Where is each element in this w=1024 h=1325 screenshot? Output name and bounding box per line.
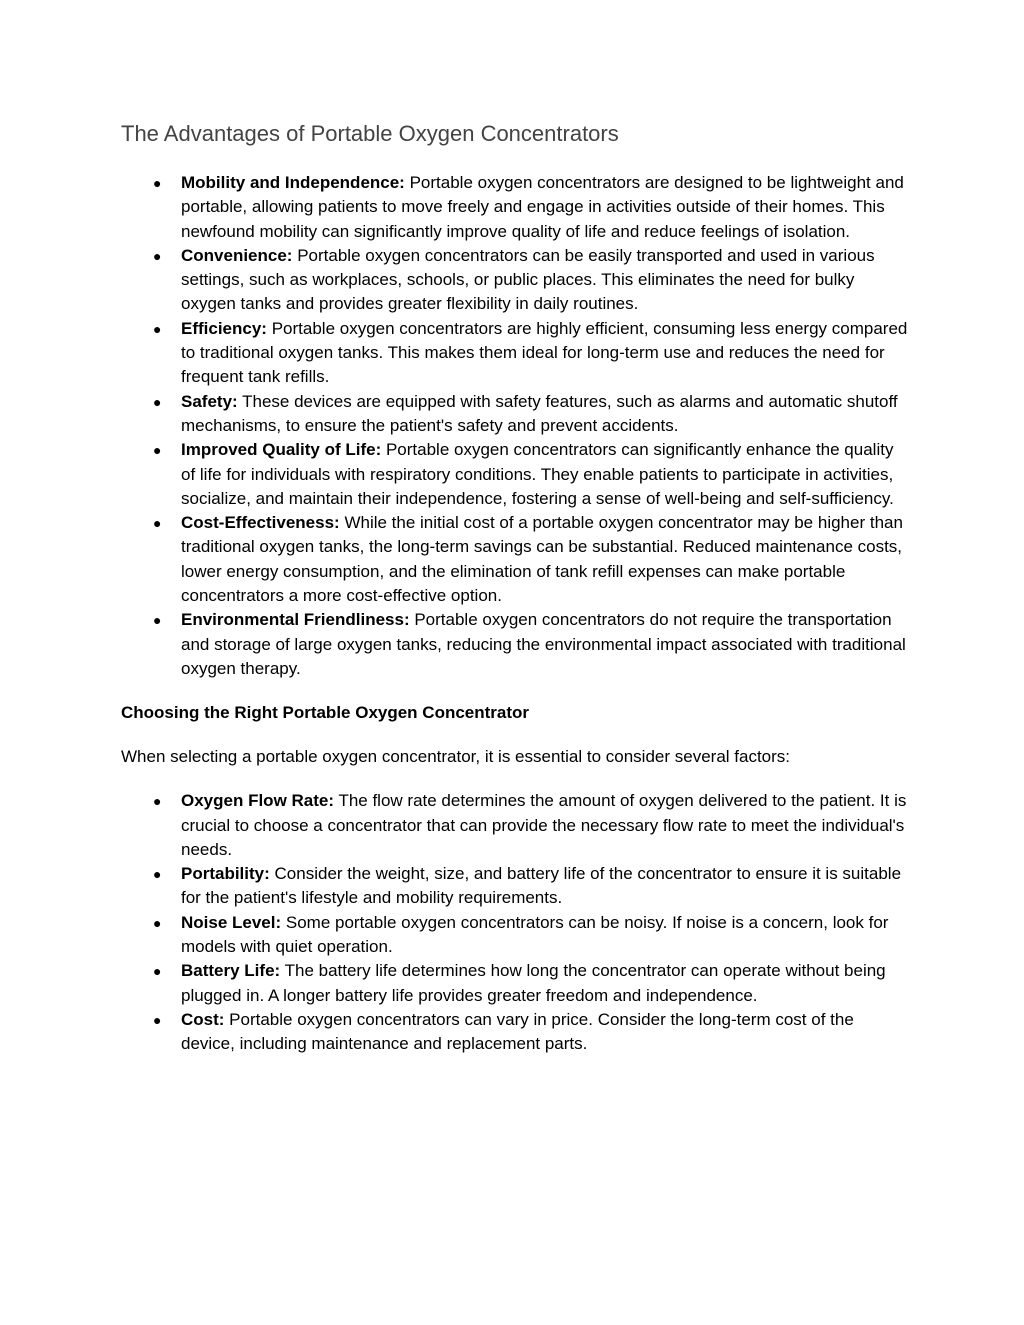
list-item-text: Some portable oxygen concentrators can be noisy. If noise is a concern, look for models with quiet operation.	[181, 912, 889, 957]
list-item-text: While the initial cost of a portable oxygen concentrator may be higher than traditional oxygen tanks, the long-term savings can be substantial. Reduced maintenance costs, lower energy consumption, and the elimination of tank refill expenses can make portable concentrators a more cost-effective option.	[181, 513, 903, 606]
section-intro: When selecting a portable oxygen concentrator, it is essential to consider several factors:	[121, 747, 791, 767]
list-item-term: Environmental Friendliness:	[181, 610, 410, 630]
list-item-term: Mobility and Independence:	[181, 173, 405, 192]
list-item	[121, 244, 911, 317]
list-item	[121, 171, 911, 244]
list-item-text: Consider the weight, size, and battery life of the concentrator to ensure it is suitable for the patient's lifestyle and mobility requirements.	[181, 864, 902, 908]
list-item-text: Portable oxygen concentrators are highly efficient, consuming less energy compared to traditional oxygen tanks. This makes them ideal for long-term use and reduces the need for frequent tank refills.	[181, 318, 908, 387]
list-item-text: These devices are equipped with safety features, such as alarms and automatic shutoff mechanisms, to ensure the patient's safety and prevent accidents.	[181, 391, 898, 435]
list-item	[121, 317, 911, 390]
section-heading: Choosing the Right Portable Oxygen Concentrator	[121, 703, 530, 723]
bullet-icon: ●	[153, 247, 162, 264]
list-item-text: The battery life determines how long the concentrator can operate without being plugged in. A longer battery life provides greater freedom and independence.	[181, 961, 886, 1005]
list-item-term: Convenience:	[181, 245, 293, 265]
bullet-icon: ●	[153, 1011, 162, 1028]
bullet-icon: ●	[153, 515, 162, 532]
list-item-term: Safety:	[181, 391, 238, 411]
list-item-term: Portability:	[181, 864, 270, 884]
factors-list	[121, 789, 911, 1056]
list-item-text: Portable oxygen concentrators can significantly enhance the quality of life for individuals with respiratory conditions. They enable patients to participate in activities, socialize, and maintain their independence, fostering a sense of well-being and self-sufficiency.	[181, 440, 894, 508]
bullet-icon: ●	[153, 175, 162, 191]
bullet-icon: ●	[153, 793, 162, 810]
list-item-text: Portable oxygen concentrators do not require the transportation and storage of large oxygen tanks, reducing the environmental impact associated with traditional oxygen therapy.	[181, 610, 906, 678]
bullet-icon: ●	[153, 914, 162, 931]
list-item-term: Oxygen Flow Rate:	[181, 791, 335, 811]
list-item-text: The flow rate determines the amount of oxygen delivered to the patient. It is crucial to choose a concentrator that can provide the necessary flow rate to meet the individual's needs.	[181, 791, 907, 859]
list-item-term: Efficiency:	[181, 318, 267, 338]
list-item	[121, 862, 911, 911]
list-item	[121, 608, 911, 681]
bullet-icon: ●	[153, 612, 162, 629]
list-item-text: Portable oxygen concentrators can vary in price. Consider the long-term cost of the device, including maintenance and replacement parts.	[181, 1009, 854, 1054]
bullet-icon: ●	[153, 866, 162, 883]
advantages-list	[121, 171, 911, 681]
list-item	[121, 511, 911, 608]
list-item-term: Improved Quality of Life:	[181, 440, 382, 460]
list-item	[121, 959, 911, 1008]
list-item	[121, 911, 911, 960]
list-item-term: Cost:	[181, 1009, 225, 1029]
page-title: The Advantages of Portable Oxygen Concentrators	[121, 121, 619, 146]
list-item	[121, 390, 911, 439]
list-item	[121, 438, 911, 511]
document-page	[121, 118, 911, 1057]
bullet-icon: ●	[153, 963, 162, 980]
bullet-icon: ●	[153, 442, 162, 459]
list-item	[121, 1008, 911, 1057]
bullet-icon: ●	[153, 393, 162, 410]
bullet-icon: ●	[153, 320, 162, 337]
list-item-text: Portable oxygen concentrators are designed to be lightweight and portable, allowing patients to move freely and engage in activities outside of their homes. This newfound mobility can significantly improve quality of life and reduce feelings of isolation.	[181, 173, 904, 241]
list-item	[121, 789, 911, 862]
list-item-text: Portable oxygen concentrators can be easily transported and used in various settings, such as workplaces, schools, or public places. This eliminates the need for bulky oxygen tanks and provides greater flexibility in daily routines.	[181, 245, 875, 314]
list-item-term: Cost-Effectiveness:	[181, 513, 340, 533]
list-item-term: Battery Life:	[181, 961, 281, 981]
list-item-term: Noise Level:	[181, 912, 282, 932]
